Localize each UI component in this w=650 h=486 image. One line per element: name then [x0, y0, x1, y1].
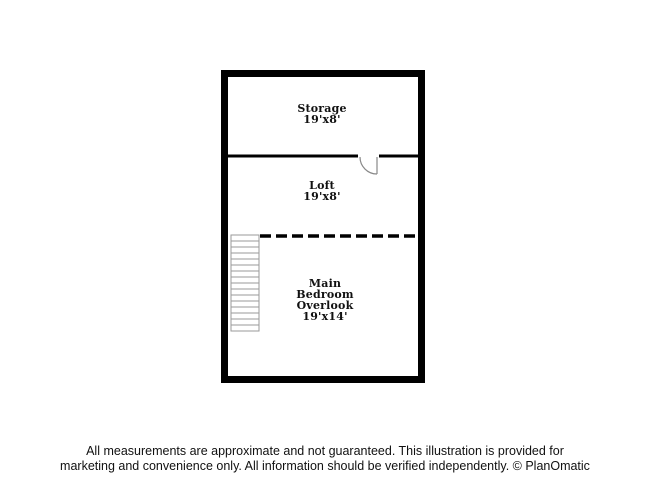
disclaimer-line-2: marketing and convenience only. All information should be verified independently. © PlanOmatic	[60, 459, 590, 473]
overlook-size: 19'x14'	[302, 310, 348, 323]
staircase	[231, 235, 259, 331]
overlook-name-line-3: Overlook	[296, 299, 354, 312]
overlook-name-line-1: Main	[308, 277, 342, 290]
storage-name: Storage	[297, 102, 347, 115]
loft-size: 19'x8'	[303, 190, 341, 203]
door-swing	[360, 157, 377, 174]
loft-name: Loft	[309, 179, 335, 192]
overlook-name-line-2: Bedroom	[296, 288, 354, 301]
disclaimer-line-1: All measurements are approximate and not guaranteed. This illustration is provided for	[86, 444, 564, 458]
storage-size: 19'x8'	[303, 113, 341, 126]
